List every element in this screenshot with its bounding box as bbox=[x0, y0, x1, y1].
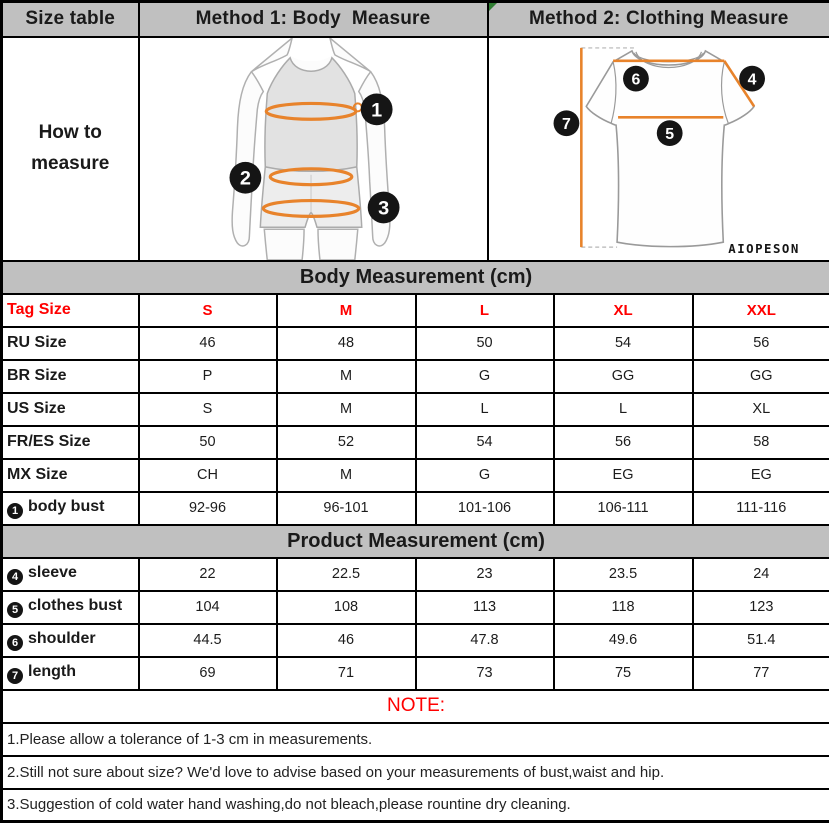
size-value: 69 bbox=[139, 657, 277, 690]
tag-size-xl: XL bbox=[554, 294, 693, 327]
size-value: M bbox=[277, 393, 416, 426]
tag-size-s: S bbox=[139, 294, 277, 327]
size-value: 118 bbox=[554, 591, 693, 624]
row-length bbox=[2, 657, 829, 690]
svg-text:7: 7 bbox=[562, 116, 571, 133]
method2-header-label: Method 2: Clothing Measure bbox=[529, 8, 789, 29]
size-value: 44.5 bbox=[139, 624, 277, 657]
row-label-text: sleeve bbox=[28, 564, 77, 581]
body-badge-bust-icon bbox=[360, 93, 392, 125]
size-value: G bbox=[416, 360, 554, 393]
row-label: MX Size bbox=[2, 459, 139, 492]
tag-size-m: M bbox=[277, 294, 416, 327]
how-to-measure-cell: How to measure bbox=[2, 37, 139, 261]
note-title: NOTE: bbox=[2, 690, 829, 723]
row-body-bust bbox=[2, 492, 829, 525]
clothing-badge-length-icon bbox=[553, 110, 579, 136]
row-label bbox=[2, 657, 139, 690]
row-mx-size bbox=[2, 459, 829, 492]
size-value: 101-106 bbox=[416, 492, 554, 525]
row-label-text: clothes bust bbox=[28, 597, 122, 614]
body-badge-waist-icon bbox=[229, 161, 261, 193]
row-label bbox=[2, 624, 139, 657]
size-value: 50 bbox=[139, 426, 277, 459]
svg-text:4: 4 bbox=[747, 71, 756, 88]
size-value: 46 bbox=[139, 327, 277, 360]
row-br-size bbox=[2, 360, 829, 393]
size-value: 56 bbox=[554, 426, 693, 459]
size-value: M bbox=[277, 360, 416, 393]
clothing-badge-shoulder-icon bbox=[623, 65, 649, 91]
size-value: 54 bbox=[554, 327, 693, 360]
size-value: 24 bbox=[693, 558, 829, 591]
brand-watermark: AIOPESON bbox=[728, 241, 800, 256]
row-fres-size bbox=[2, 426, 829, 459]
note-row-3 bbox=[2, 789, 829, 822]
svg-text:2: 2 bbox=[239, 167, 250, 189]
size-value: EG bbox=[693, 459, 829, 492]
body-badge-hip-icon bbox=[367, 191, 399, 223]
size-value: 92-96 bbox=[139, 492, 277, 525]
tag-size-xxl: XXL bbox=[693, 294, 829, 327]
row-us-size bbox=[2, 393, 829, 426]
row-badge-icon: 1 bbox=[7, 503, 23, 519]
body-diagram-svg bbox=[140, 38, 487, 260]
size-value: M bbox=[277, 459, 416, 492]
size-value: 51.4 bbox=[693, 624, 829, 657]
size-value: 50 bbox=[416, 327, 554, 360]
row-label: BR Size bbox=[2, 360, 139, 393]
size-table-header: Size table bbox=[2, 2, 139, 37]
size-value: G bbox=[416, 459, 554, 492]
row-label-text: shoulder bbox=[28, 630, 96, 647]
note-title-row bbox=[2, 690, 829, 723]
row-sleeve bbox=[2, 558, 829, 591]
excel-corner-marker-icon bbox=[489, 3, 497, 11]
size-value: 23.5 bbox=[554, 558, 693, 591]
size-value: 75 bbox=[554, 657, 693, 690]
size-value: 48 bbox=[277, 327, 416, 360]
row-label bbox=[2, 558, 139, 591]
body-measure-diagram bbox=[139, 37, 488, 261]
tag-size-l: L bbox=[416, 294, 554, 327]
row-badge-icon: 4 bbox=[7, 569, 23, 585]
row-label: US Size bbox=[2, 393, 139, 426]
size-value: 56 bbox=[693, 327, 829, 360]
size-value: GG bbox=[693, 360, 829, 393]
row-label bbox=[2, 492, 139, 525]
size-value: 23 bbox=[416, 558, 554, 591]
size-value: 47.8 bbox=[416, 624, 554, 657]
note-item: 1.Please allow a tolerance of 1-3 cm in measurements. bbox=[2, 723, 829, 756]
row-badge-icon: 5 bbox=[7, 602, 23, 618]
size-value: 108 bbox=[277, 591, 416, 624]
size-value: 113 bbox=[416, 591, 554, 624]
size-value: CH bbox=[139, 459, 277, 492]
size-value: 46 bbox=[277, 624, 416, 657]
svg-text:6: 6 bbox=[631, 71, 640, 88]
size-value: EG bbox=[554, 459, 693, 492]
size-value: 58 bbox=[693, 426, 829, 459]
size-value: 22 bbox=[139, 558, 277, 591]
size-value: XL bbox=[693, 393, 829, 426]
size-value: 54 bbox=[416, 426, 554, 459]
row-label: FR/ES Size bbox=[2, 426, 139, 459]
note-row-1 bbox=[2, 723, 829, 756]
size-value: 49.6 bbox=[554, 624, 693, 657]
diagram-row bbox=[2, 37, 829, 261]
size-value: 52 bbox=[277, 426, 416, 459]
clothing-badge-bust-icon bbox=[656, 120, 682, 146]
method2-header bbox=[488, 2, 829, 37]
svg-text:1: 1 bbox=[371, 99, 382, 121]
product-measurement-band bbox=[2, 525, 829, 558]
row-label bbox=[2, 591, 139, 624]
clothing-measure-diagram bbox=[488, 37, 829, 261]
clothing-badge-sleeve-icon bbox=[739, 65, 765, 91]
size-value: 106-111 bbox=[554, 492, 693, 525]
row-ru-size bbox=[2, 327, 829, 360]
header-row bbox=[2, 2, 829, 37]
size-value: 73 bbox=[416, 657, 554, 690]
row-badge-icon: 7 bbox=[7, 668, 23, 684]
body-measurement-title: Body Measurement (cm) bbox=[2, 261, 829, 294]
size-value: GG bbox=[554, 360, 693, 393]
row-tag-size bbox=[2, 294, 829, 327]
svg-text:3: 3 bbox=[378, 197, 389, 219]
row-label-text: body bust bbox=[28, 498, 104, 515]
size-value: 104 bbox=[139, 591, 277, 624]
size-value: L bbox=[554, 393, 693, 426]
row-label: RU Size bbox=[2, 327, 139, 360]
size-value: 71 bbox=[277, 657, 416, 690]
size-value: L bbox=[416, 393, 554, 426]
note-item: 3.Suggestion of cold water hand washing,do not bleach,please rountine dry cleaning. bbox=[2, 789, 829, 822]
method1-header: Method 1: Body Measure bbox=[139, 2, 488, 37]
body-measurement-band bbox=[2, 261, 829, 294]
size-value: 111-116 bbox=[693, 492, 829, 525]
row-shoulder bbox=[2, 624, 829, 657]
size-value: 22.5 bbox=[277, 558, 416, 591]
row-badge-icon: 6 bbox=[7, 635, 23, 651]
size-value: 96-101 bbox=[277, 492, 416, 525]
note-row-2 bbox=[2, 756, 829, 789]
size-value: P bbox=[139, 360, 277, 393]
size-value: S bbox=[139, 393, 277, 426]
svg-text:5: 5 bbox=[665, 126, 674, 143]
size-value: 123 bbox=[693, 591, 829, 624]
clothing-diagram-svg bbox=[489, 38, 829, 260]
row-clothes-bust bbox=[2, 591, 829, 624]
note-item: 2.Still not sure about size? We'd love to advise based on your measurements of bust,waist and hip. bbox=[2, 756, 829, 789]
tag-size-label: Tag Size bbox=[2, 294, 139, 327]
product-measurement-title: Product Measurement (cm) bbox=[2, 525, 829, 558]
row-label-text: length bbox=[28, 663, 76, 680]
size-value: 77 bbox=[693, 657, 829, 690]
